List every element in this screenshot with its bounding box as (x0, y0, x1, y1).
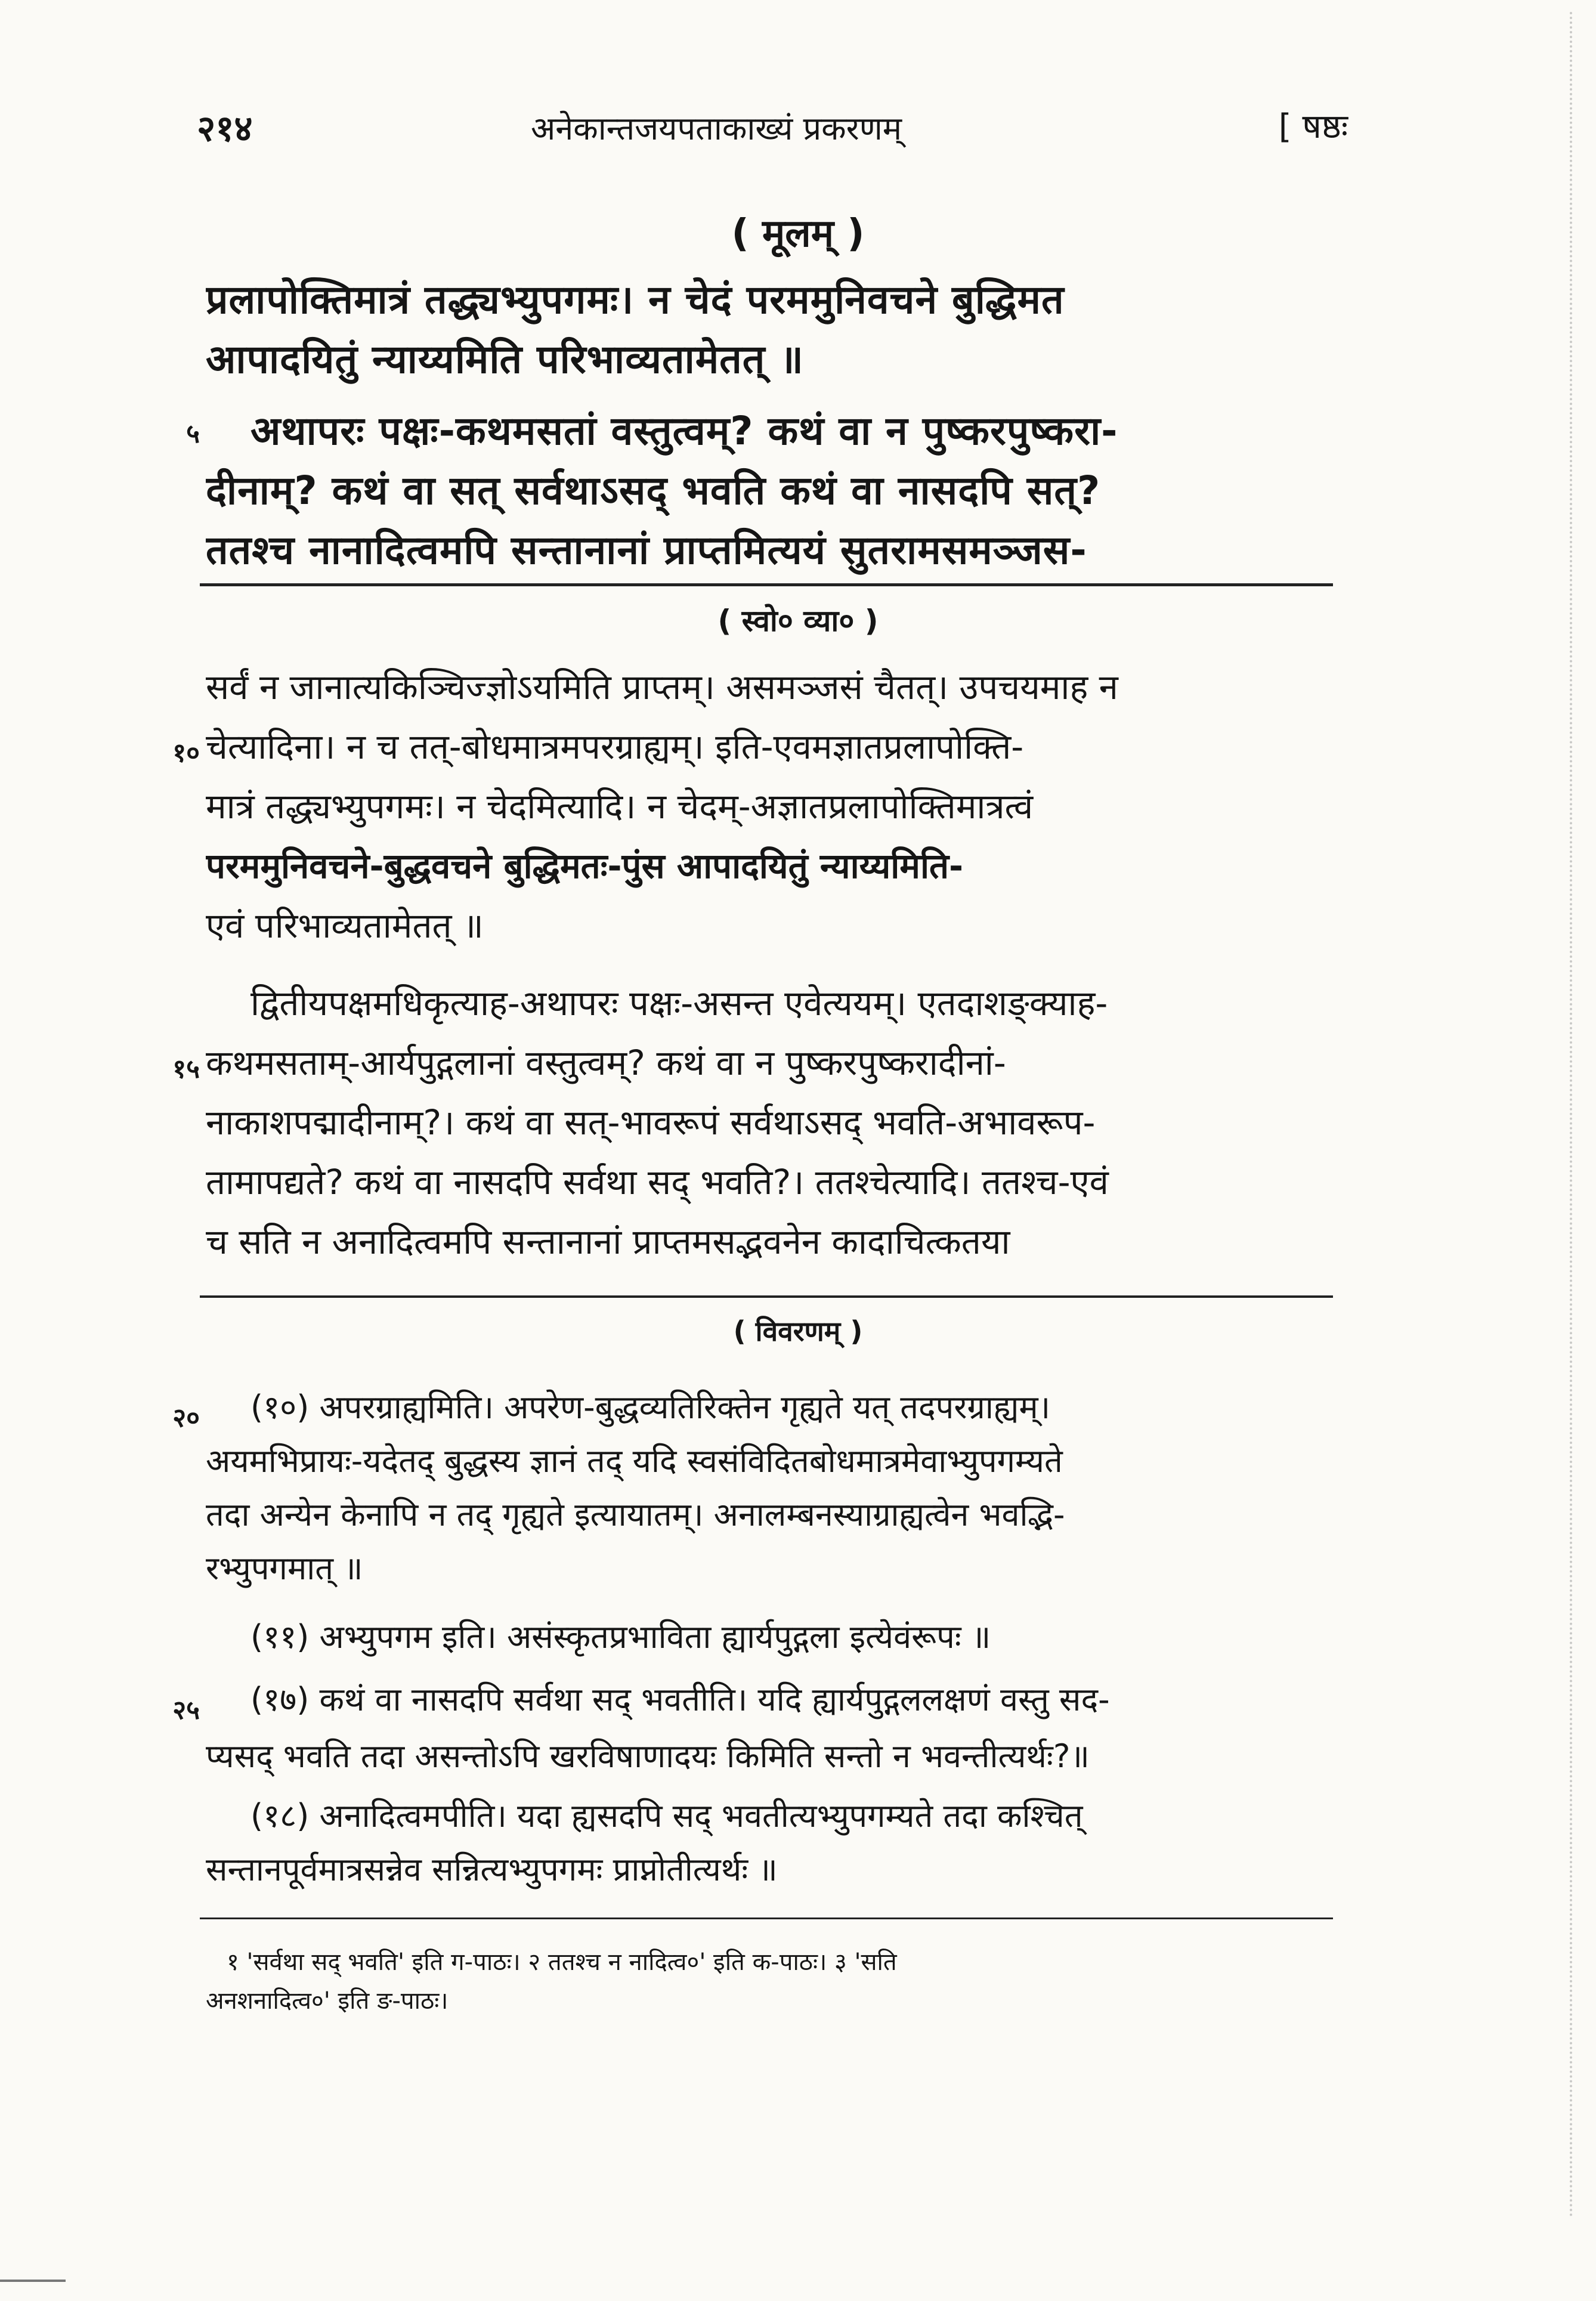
vivarana-line: रभ्युपगमात् ॥ (206, 1550, 363, 1587)
commentary-line: चेत्यादिना। न च तत्-बोधमात्रमपरग्राह्यम्। इति-एवमज्ञातप्रलापोक्ति- (206, 726, 1024, 767)
mula-line: दीनाम्? कथं वा सत् सर्वथाऽसद् भवति कथं वा नासदपि सत्? (206, 468, 1101, 514)
line-number: २० (172, 1403, 200, 1433)
vivarana-line: तदा अन्येन केनापि न तद् गृह्यते इत्यायातम्। अनालम्बनस्याग्राह्यत्वेन भवद्भि- (206, 1496, 1065, 1533)
mula-line: आपादयितुं न्याय्यमिति परिभाव्यतामेतत् ॥ (206, 336, 804, 382)
chapter-marker: [ षष्ठः (1278, 107, 1348, 146)
scan-edge-noise (1563, 12, 1572, 2219)
line-number: २५ (172, 1695, 200, 1725)
line-number: १० (172, 738, 200, 768)
section-heading-vivarana: ( विवरणम् ) (733, 1315, 863, 1347)
scan-edge-mark (0, 2280, 66, 2282)
mula-line: प्रलापोक्तिमात्रं तद्ध्यभ्युपगमः। न चेदं परममुनिवचने बुद्धिमत (206, 277, 1065, 323)
section-heading-mula: ( मूलम् ) (731, 212, 865, 256)
section-divider (200, 1295, 1333, 1298)
footnote-line: १ 'सर्वथा सद् भवति' इति ग-पाठः। २ ततश्च न नादित्व०' इति क-पाठः। ३ 'सति (227, 1949, 897, 1976)
running-header (197, 103, 1348, 156)
line-number: १५ (172, 1054, 200, 1084)
mula-line: ततश्च नानादित्वमपि सन्तानानां प्राप्तमित्ययं सुतरामसमञ्जस- (206, 527, 1087, 573)
commentary-line: परममुनिवचने-बुद्धवचने बुद्धिमतः-पुंस आपादयितुं न्याय्यमिति- (206, 846, 964, 886)
vivarana-line: सन्तानपूर्वमात्रसन्नेव सन्नित्यभ्युपगमः प्राप्नोतीत्यर्थः ॥ (206, 1851, 778, 1888)
running-title: अनेकान्तजयपताकाख्यं प्रकरणम् (531, 110, 902, 147)
vivarana-line: (१७) कथं वा नासदपि सर्वथा सद् भवतीति। यदि ह्यार्यपुद्गललक्षणं वस्तु सद- (250, 1681, 1110, 1718)
vivarana-line: (१८) अनादित्वमपीति। यदा ह्यसदपि सद् भवतीत्यभ्युपगम्यते तदा कश्चित् (250, 1797, 1083, 1835)
footnote-divider (200, 1918, 1333, 1919)
line-number: ५ (186, 419, 200, 449)
commentary-line: सर्वं न जानात्यकिञ्चिज्ज्ञोऽयमिति प्राप्तम्। असमञ्जसं चैतत्। उपचयमाह न (206, 667, 1118, 707)
commentary-line: कथमसताम्-आर्यपुद्गलानां वस्तुत्वम्? कथं वा न पुष्करपुष्करादीनां- (206, 1043, 1006, 1083)
commentary-line: च सति न अनादित्वमपि सन्तानानां प्राप्तमसद्भवनेन कादाचित्कतया (206, 1221, 1010, 1262)
commentary-line: नाकाशपद्मादीनाम्?। कथं वा सत्-भावरूपं सर्वथाऽसद् भवति-अभावरूप- (206, 1102, 1096, 1143)
section-divider (200, 583, 1333, 586)
commentary-line: एवं परिभाव्यतामेतत् ॥ (206, 905, 484, 946)
footnote-line: अनशनादित्व०' इति ङ-पाठः। (206, 1987, 449, 2015)
vivarana-line: (१०) अपरग्राह्यमिति। अपरेण-बुद्धव्यतिरिक्तेन गृह्यते यत् तदपरग्राह्यम्। (250, 1388, 1051, 1426)
mula-line: अथापरः पक्षः-कथमसतां वस्तुत्वम्? कथं वा न पुष्करपुष्करा- (250, 408, 1118, 454)
vivarana-line: (११) अभ्युपगम इति। असंस्कृतप्रभाविता ह्यार्यपुद्गला इत्येवंरूपः ॥ (250, 1618, 991, 1656)
page-number: २१४ (197, 108, 253, 150)
commentary-line: मात्रं तद्ध्यभ्युपगमः। न चेदमित्यादि। न चेदम्-अज्ञातप्रलापोक्तिमात्रत्वं (206, 786, 1034, 827)
commentary-line: तामापद्यते? कथं वा नासदपि सर्वथा सद् भवति?। ततश्चेत्यादि। ततश्च-एवं (206, 1162, 1109, 1202)
vivarana-line: अयमभिप्रायः-यदेतद् बुद्धस्य ज्ञानं तद् यदि स्वसंविदितबोधमात्रमेवाभ्युपगम्यते (206, 1442, 1063, 1480)
vivarana-line: प्यसद् भवति तदा असन्तोऽपि खरविषाणादयः किमिति सन्तो न भवन्तीत्यर्थः?॥ (206, 1737, 1090, 1775)
section-heading-commentary: ( स्वो० व्या० ) (717, 604, 879, 638)
commentary-line: द्वितीयपक्षमधिकृत्याह-अथापरः पक्षः-असन्त एवेत्ययम्। एतदाशङ्क्याह- (250, 983, 1108, 1023)
